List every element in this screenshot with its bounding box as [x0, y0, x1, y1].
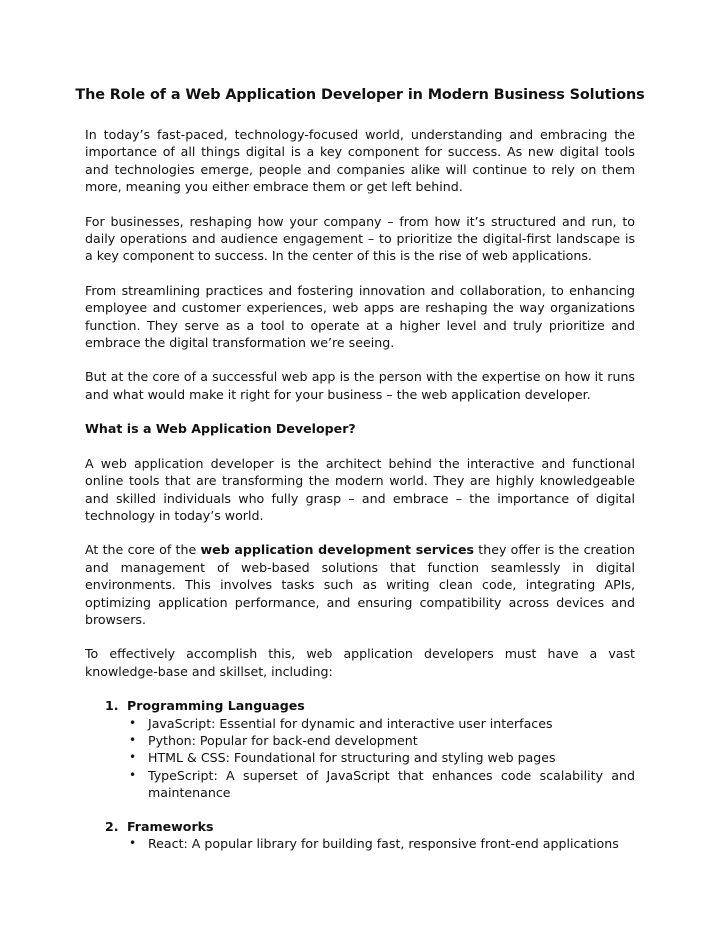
- skills-list: [85, 697, 635, 852]
- list-item: [127, 732, 635, 749]
- bullet-icon: •: [129, 715, 137, 730]
- list-item: [127, 715, 635, 732]
- bullet-list: [127, 715, 635, 802]
- list-item: [127, 835, 635, 852]
- bullet-icon: •: [129, 767, 137, 782]
- bullet-icon: •: [129, 732, 137, 747]
- section-heading: What is a Web Application Developer?: [85, 421, 356, 437]
- business-paragraph: For businesses, reshaping how your company – from how it’s structured and run, to daily operations and audience engagement – to prioritize the digital-first landscape is a key component to success. In the center of this is the rise of web applications.: [85, 213, 635, 264]
- list-number: 1.: [105, 698, 119, 714]
- services-text-before: At the core of the: [85, 542, 201, 558]
- bullet-icon: •: [129, 750, 137, 765]
- skillset-paragraph: To effectively accomplish this, web application developers must have a vast knowledge-base and skillset, including:: [85, 646, 635, 679]
- section-programming-languages: [85, 697, 635, 801]
- document-title: The Role of a Web Application Developer in Modern Business Solutions: [75, 87, 645, 103]
- bullet-icon: •: [129, 836, 137, 850]
- list-section-title: Programming Languages: [127, 698, 305, 714]
- list-number: 2.: [105, 818, 119, 834]
- services-link-text: web application development services: [200, 542, 474, 558]
- intro-paragraph: In today’s fast-paced, technology-focused world, understanding and embracing the importance of all things digital is a key component for success. As new digital tools and technologies emerge, people and companies alike will continue to rely on them more, meaning you either embrace them or get left behind.: [85, 127, 635, 195]
- list-item-text: HTML & CSS: Foundational for structuring and styling web pages: [148, 750, 556, 766]
- list-section-title: Frameworks: [127, 818, 214, 834]
- services-paragraph: [85, 541, 635, 628]
- services-text-after: they offer is the creation and management of web-based solutions that function seamlessly in digital environments. This involves tasks such as writing clean code, integrating APIs, optimizing application performance, and ensuring compatibility across devices and browsers.: [85, 542, 635, 627]
- list-item-text: JavaScript: Essential for dynamic and interactive user interfaces: [148, 715, 553, 731]
- list-item: [127, 767, 635, 802]
- core-paragraph: But at the core of a successful web app is the person with the expertise on how it runs and what would make it right for your business – the web application developer.: [85, 369, 635, 402]
- list-item: [127, 749, 635, 766]
- document-page: [75, 84, 645, 868]
- section-frameworks: [85, 818, 635, 853]
- list-item-text: React: A popular library for building fast, responsive front-end applications: [148, 836, 619, 851]
- list-item-text: Python: Popular for back-end development: [148, 732, 418, 748]
- list-item-text: TypeScript: A superset of JavaScript that enhances code scalability and maintenance: [148, 767, 635, 801]
- web-apps-paragraph: From streamlining practices and fostering innovation and collaboration, to enhancing employee and customer experiences, web apps are reshaping the way organizations function. They serve as a tool to operate at a higher level and truly prioritize and embrace the digital transformation we’re seeing.: [85, 282, 635, 351]
- bullet-list: [127, 835, 635, 852]
- developer-definition-paragraph: A web application developer is the architect behind the interactive and functional online tools that are transforming the modern world. They are highly knowledgeable and skilled individuals who fully grasp – and embrace – the importance of digital technology in today’s world.: [85, 455, 635, 523]
